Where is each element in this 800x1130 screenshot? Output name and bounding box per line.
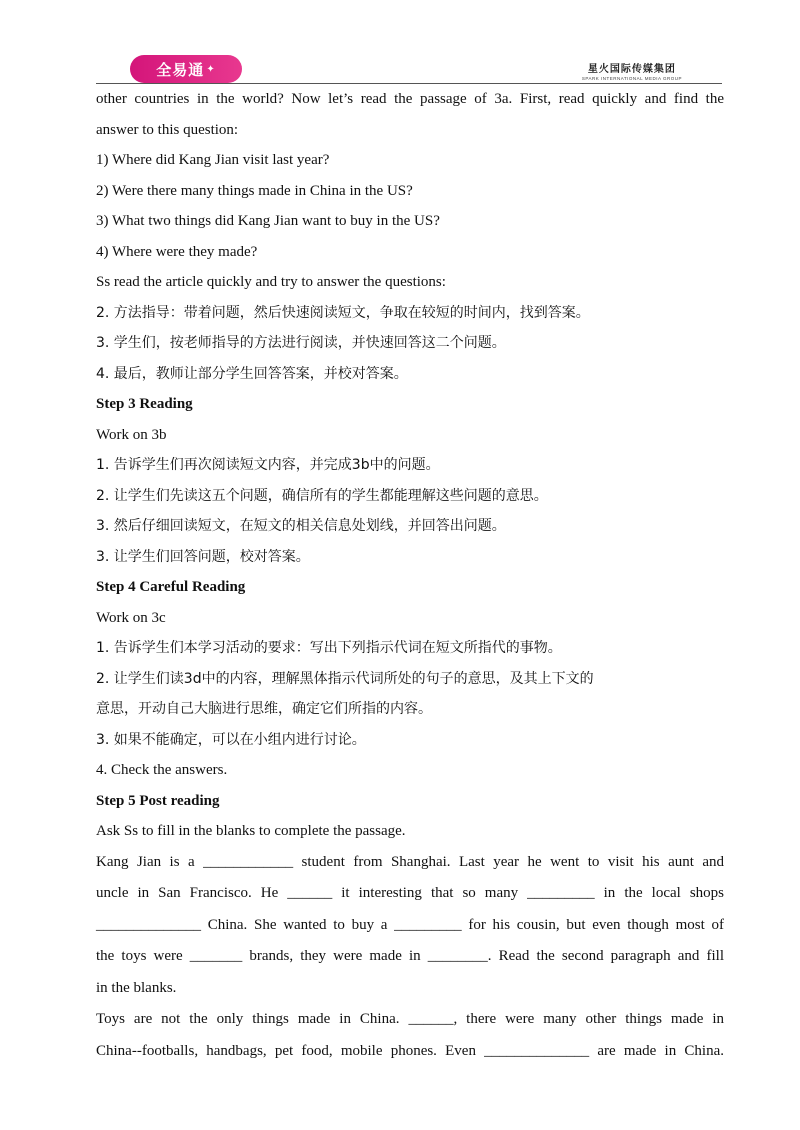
- text-line: 2. 让学生们读3d中的内容，理解黑体指示代词所处的句子的意思，及其上下文的: [96, 670, 594, 687]
- text-line: 4. Check the answers.: [96, 762, 228, 778]
- passage-line: the toys were _______ brands, they were made in ________. Read the second paragraph and fill: [96, 948, 724, 964]
- text-line: Work on 3b: [96, 426, 167, 443]
- text-line: 意思，开动自己大脑进行思维，确定它们所指的内容。: [96, 701, 432, 717]
- text-line: 3. 让学生们回答问题，校对答案。: [96, 548, 310, 565]
- passage-line: China--footballs, handbags, pet food, mobile phones. Even ______________ are made in China.: [96, 1042, 724, 1059]
- text-line: 1. 告诉学生们再次阅读短文内容，并完成3b中的问题。: [96, 457, 440, 473]
- question-line: 4) Where were they made?: [96, 243, 258, 260]
- document-body: [96, 84, 724, 1067]
- passage-line: in the blanks.: [96, 979, 177, 996]
- question-line: 1) Where did Kang Jian visit last year?: [96, 152, 330, 168]
- star-icon: ✦: [206, 63, 216, 75]
- question-line: 3) What two things did Kang Jian want to buy in the US?: [96, 213, 440, 229]
- text-line: other countries in the world? Now let’s read the passage of 3a. First, read quickly and find the: [96, 91, 724, 107]
- passage-line: ______________ China. She wanted to buy a _________ for his cousin, but even though most of: [96, 916, 724, 933]
- publisher-brand: [582, 60, 682, 81]
- logo-text: 全易通: [156, 60, 205, 79]
- text-line: 1. 告诉学生们本学习活动的要求：写出下列指示代词在短文所指代的事物。: [96, 640, 562, 656]
- step-heading: Step 4 Careful Reading: [96, 579, 246, 595]
- publisher-name-en: SPARK INTERNATIONAL MEDIA GROUP: [581, 76, 682, 81]
- text-line: 3. 如果不能确定，可以在小组内进行讨论。: [96, 731, 366, 748]
- text-line: 2. 方法指导：带着问题，然后快速阅读短文，争取在较短的时间内，找到答案。: [96, 304, 590, 321]
- text-line: 2. 让学生们先读这五个问题，确信所有的学生都能理解这些问题的意思。: [96, 487, 548, 504]
- text-line: 3. 学生们，按老师指导的方法进行阅读，并快速回答这二个问题。: [96, 335, 506, 351]
- text-line: Ask Ss to fill in the blanks to complete the passage.: [96, 823, 406, 839]
- question-line: 2) Were there many things made in China in the US?: [96, 182, 413, 199]
- logo: [130, 55, 242, 83]
- text-line: Work on 3c: [96, 609, 166, 626]
- text-line: Ss read the article quickly and try to answer the questions:: [96, 274, 446, 290]
- text-line: 3. 然后仔细回读短文，在短文的相关信息处划线，并回答出问题。: [96, 518, 506, 534]
- step-heading: Step 3 Reading: [96, 396, 193, 412]
- page-header: [0, 0, 800, 90]
- passage-line: uncle in San Francisco. He ______ it interesting that so many _________ in the local shops: [96, 885, 724, 901]
- text-line: answer to this question:: [96, 121, 239, 138]
- text-line: 4. 最后，教师让部分学生回答答案，并校对答案。: [96, 365, 408, 382]
- step-heading: Step 5 Post reading: [96, 792, 220, 809]
- passage-line: Toys are not the only things made in China. ______, there were many other things made in: [96, 1011, 724, 1027]
- passage-line: Kang Jian is a ____________ student from Shanghai. Last year he went to visit his aunt and: [96, 853, 724, 870]
- publisher-name: 星火国际传媒集团: [587, 64, 676, 75]
